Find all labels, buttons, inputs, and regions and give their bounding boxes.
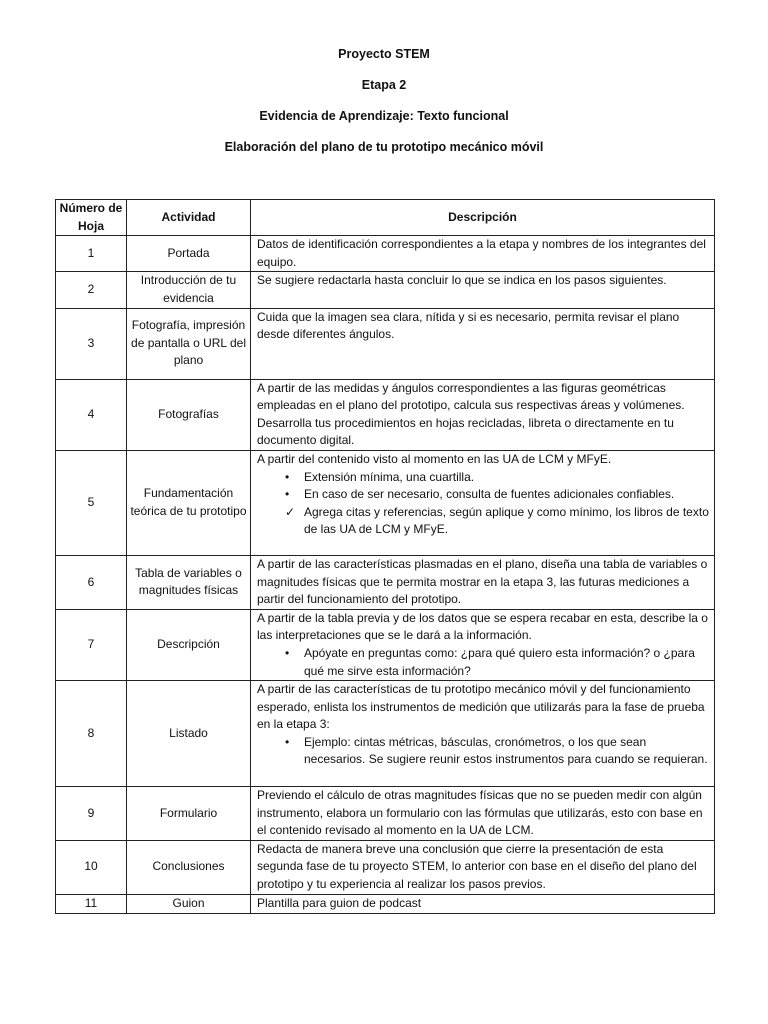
description-text: Previendo el cálculo de otras magnitudes físicas que no se pueden medir con algún instrumento, elabora un formulario con las fórmulas que utilizarás, esto con base en el contenido revisado al momento en la UA de LCM. [257,788,703,838]
table-body [56,236,715,913]
description-cell [251,308,715,379]
description-text: Cuida que la imagen sea clara, nítida y si es necesario, permita revisar el plano desde diferentes ángulos. [257,309,680,342]
row-number-cell: 1 [56,236,127,272]
list-item-text: Extensión mínima, una cuartilla. [304,469,475,484]
description-text: Datos de identificación correspondientes a la etapa y nombres de los integrantes del equipo. [257,237,706,269]
list-item-text: En caso de ser necesario, consulta de fuentes adicionales confiables. [304,487,675,502]
description-text: A partir de la tabla previa y de los datos que se espera recabar en esta, describe la o las interpretaciones que se le dará a la información. [257,610,708,643]
table-row [56,681,715,787]
document-header [0,47,768,155]
table-row [56,236,715,272]
table-row [56,379,715,450]
list-item-text: Apóyate en preguntas como: ¿para qué quiero esta información? o ¿para qué me sirve esta información? [304,645,695,678]
description-cell [251,555,715,609]
table-row [56,894,715,913]
list-item-text: Ejemplo: cintas métricas, básculas, cronómetros, o los que sean necesarios. Se sugiere reunir estos instrumentos para cuando se requieran. [304,734,708,767]
activity-cell: Fotografías [127,379,251,450]
evidence-title: Evidencia de Aprendizaje: Texto funcional [259,109,509,123]
activity-cell: Fotografía, impresión de pantalla o URL del plano [127,308,251,379]
row-number-cell: 4 [56,379,127,450]
description-cell [251,609,715,680]
row-number-cell: 8 [56,681,127,787]
table-row [56,450,715,555]
bullet-icon: • [285,645,290,660]
description-cell [251,840,715,894]
description-cell [251,681,715,787]
row-number-cell: 10 [56,840,127,894]
table-row [56,272,715,308]
column-header-descripcion: Descripción [251,200,715,236]
description-text: Se sugiere redactarla hasta concluir lo que se indica en los pasos siguientes. [257,273,667,288]
column-header-actividad: Actividad [127,200,251,236]
description-cell [251,894,715,913]
activity-cell: Tabla de variables o magnitudes físicas [127,555,251,609]
activity-cell: Portada [127,236,251,272]
description-cell [251,379,715,450]
table-row [56,609,715,680]
activity-cell: Formulario [127,787,251,841]
description-cell [251,450,715,555]
activities-table [55,199,715,914]
bullet-icon: • [285,469,290,484]
column-header-numero: Número de Hoja [56,200,127,236]
row-number-cell: 11 [56,894,127,913]
description-cell [251,236,715,272]
list-item-text: Agrega citas y referencias, según aplique y como mínimo, los libros de texto de las UA de LCM y MFyE. [304,504,709,537]
list-item [257,486,710,504]
table-header-row [56,200,715,236]
stage-title: Etapa 2 [361,78,407,92]
list-item [257,645,710,680]
row-number-cell: 7 [56,609,127,680]
row-number-cell: 2 [56,272,127,308]
description-text: A partir de las características plasmadas en el plano, diseña una tabla de variables o magnitudes físicas que te permita mostrar en la etapa 3, las futuras mediciones a partir del funcionamiento del prototipo. [257,556,708,607]
description-list [257,645,710,680]
bullet-icon: • [285,734,290,749]
table-row [56,787,715,841]
list-item [257,469,710,487]
description-text: A partir de las medidas y ángulos correspondientes a las figuras geométricas empleadas en el plano del prototipo, calcula sus respectivas áreas y volúmenes. Desarrolla tus procedimientos en hojas recicladas, libreta o directamente en tu documento digital. [257,380,685,448]
activity-cell: Descripción [127,609,251,680]
bullet-icon: • [285,487,290,502]
table-row [56,308,715,379]
description-text: Redacta de manera breve una conclusión que cierre la presentación de esta segunda fase de tu proyecto STEM, lo anterior con base en el diseño del plano del prototipo y tu experiencia al realizar los pasos previos. [257,841,697,892]
description-list [257,469,710,539]
description-cell [251,787,715,841]
description-text: A partir del contenido visto al momento en las UA de LCM y MFyE. [257,451,612,466]
row-number-cell: 9 [56,787,127,841]
description-list [257,734,710,769]
activity-cell: Conclusiones [127,840,251,894]
activity-cell: Listado [127,681,251,787]
description-cell [251,272,715,308]
activity-cell: Guion [127,894,251,913]
table-row [56,555,715,609]
row-number-cell: 5 [56,450,127,555]
table-row [56,840,715,894]
list-item [257,504,710,539]
document-subtitle: Elaboración del plano de tu prototipo mecánico móvil [224,140,544,154]
row-number-cell: 6 [56,555,127,609]
project-title: Proyecto STEM [338,47,430,61]
activity-cell: Introducción de tu evidencia [127,272,251,308]
description-text: Plantilla para guion de podcast [257,895,422,910]
list-item [257,734,710,769]
checkmark-icon: ✓ [285,504,296,519]
activity-cell: Fundamentación teórica de tu prototipo [127,450,251,555]
description-text: A partir de las características de tu prototipo mecánico móvil y del funcionamiento esperado, enlista los instrumentos de medición que utilizarás para la fase de prueba en la etapa 3: [257,682,705,732]
row-number-cell: 3 [56,308,127,379]
